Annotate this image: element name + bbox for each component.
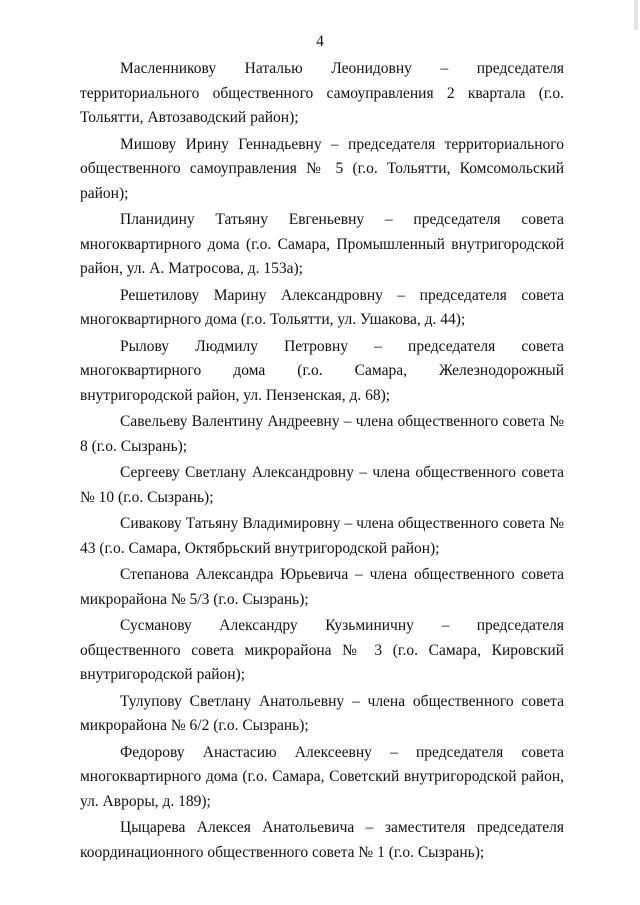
list-item: Федорову Анастасию Алексеевну – председателя совета многоквартирного дома (г.о. Самара, Советский внутригородской район, ул. Авроры, д. 189);	[80, 743, 564, 810]
scan-edge-mark	[634, 0, 638, 30]
list-item: Степанова Александра Юрьевича – члена общественного совета микрорайона № 5/3 (г.о. Сызрань);	[80, 566, 564, 608]
list-item: Савельеву Валентину Андреевну – члена общественного совета № 8 (г.о. Сызрань);	[80, 413, 564, 455]
list-item: Цыцарева Алексея Анатольевича – заместителя председателя координационного общественного совета № 1 (г.о. Сызрань);	[80, 819, 564, 861]
list-item: Планидину Татьяну Евгеньевну – председателя совета многоквартирного дома (г.о. Самара, Промышленный внутригородской район, ул. А. Матросова, д. 153а);	[80, 211, 564, 277]
list-item: Сусманову Александру Кузьминичну – председателя общественного совета микрорайона № 3 (г.о. Самара, Кировский внутригородской район);	[80, 617, 564, 683]
list-item: Мишову Ирину Геннадьевну – председателя территориального общественного самоуправления № 5 (г.о. Тольятти, Комсомольский район);	[80, 135, 564, 202]
page-number: 4	[316, 33, 324, 50]
list-item: Сивакову Татьяну Владимировну – члена общественного совета № 43 (г.о. Самара, Октябрьский внутригородской район);	[80, 515, 564, 557]
list-item: Рылову Людмилу Петровну – председателя совета многоквартирного дома (г.о. Самара, Железнодорожный внутригородской район, ул. Пензенская, д. 68);	[80, 337, 564, 404]
list-item: Тулупову Светлану Анатольевну – члена общественного совета микрорайона № 6/2 (г.о. Сызрань);	[80, 692, 564, 734]
list-item: Сергееву Светлану Александровну – члена общественного совета № 10 (г.о. Сызрань);	[80, 464, 564, 506]
entry-list	[80, 57, 564, 865]
list-item: Масленникову Наталью Леонидовну – председателя территориального общественного самоуправления 2 квартала (г.о. Тольятти, Автозаводский район);	[80, 60, 564, 126]
list-item: Решетилову Марину Александровну – председателя совета многоквартирного дома (г.о. Тольятти, ул. Ушакова, д. 44);	[80, 286, 564, 328]
